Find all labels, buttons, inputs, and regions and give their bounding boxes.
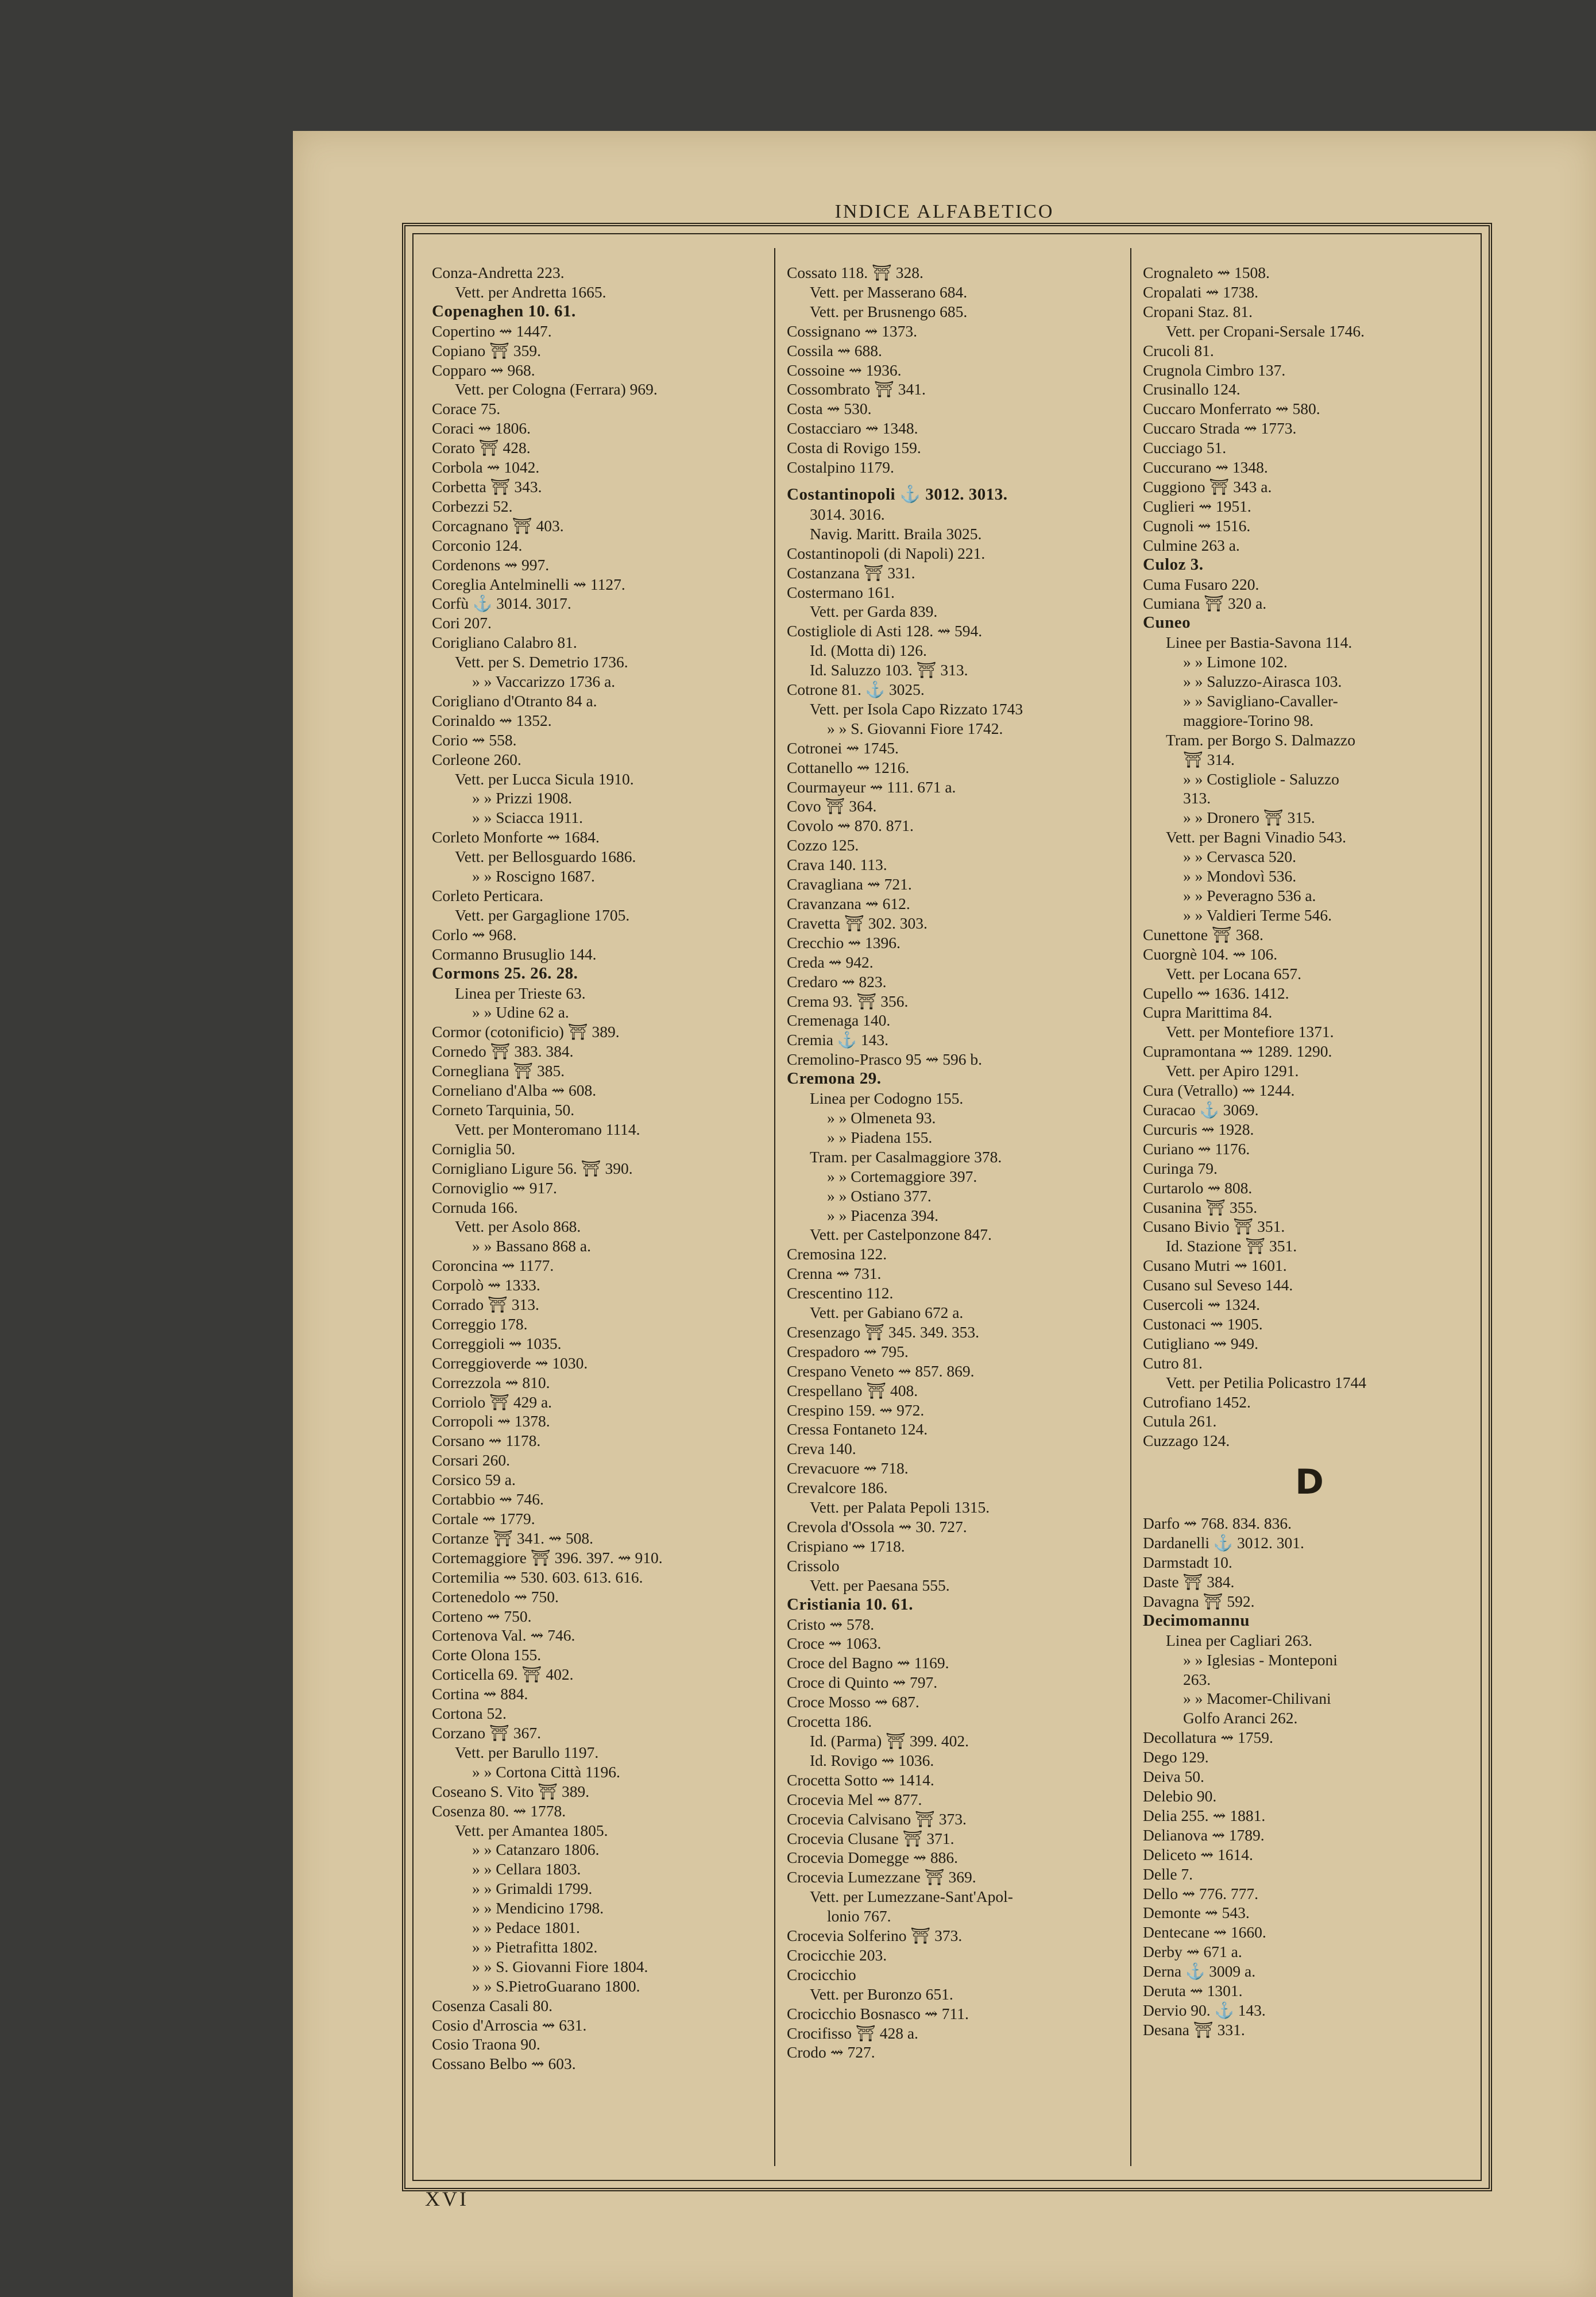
index-entry: Cucciago 51. xyxy=(1143,439,1227,457)
index-entry: Crognaleto ⇝ 1508. xyxy=(1143,264,1270,281)
index-entry: Cremenaga 140. xyxy=(787,1011,891,1030)
index-entry: Cusano Bivio ⛩ 351. xyxy=(1143,1217,1285,1236)
index-entry: Coreglia Antelminelli ⇝ 1127. xyxy=(432,575,625,593)
index-entry: Correzzola ⇝ 810. xyxy=(432,1373,550,1391)
index-entry: Corropoli ⇝ 1378. xyxy=(432,1412,550,1430)
index-entry: Deruta ⇝ 1301. xyxy=(1143,1982,1243,2000)
index-subentry: 3014. 3016. xyxy=(810,505,885,523)
index-entry: Cori 207. xyxy=(432,614,492,632)
index-entry: Corio ⇝ 558. xyxy=(432,730,517,749)
index-entry: Corriolo ⛩ 429 a. xyxy=(432,1393,552,1411)
index-entry: Corleto Monforte ⇝ 1684. xyxy=(432,828,600,846)
index-entry: Delebio 90. xyxy=(1143,1786,1217,1805)
index-entry: Cornigliano Ligure 56. ⛩ 390. xyxy=(432,1159,633,1177)
index-entry: Cormanno Brusuglio 144. xyxy=(432,945,597,963)
index-entry: Corleone 260. xyxy=(432,750,521,768)
index-entry: Crevalcore 186. xyxy=(787,1479,888,1497)
index-entry: Crocifisso ⛩ 428 a. xyxy=(787,2024,918,2042)
index-subentry: 313. xyxy=(1183,789,1211,807)
index-entry: Crescentino 112. xyxy=(787,1284,894,1302)
index-entry: Curcuris ⇝ 1928. xyxy=(1143,1120,1254,1138)
index-entry: Curinga 79. xyxy=(1143,1159,1218,1177)
index-entry: Costalpino 1179. xyxy=(787,458,894,477)
index-entry: Cosio d'Arroscia ⇝ 631. xyxy=(432,2016,587,2034)
index-entry: Cremosina 122. xyxy=(787,1245,887,1263)
index-entry: Cordenons ⇝ 997. xyxy=(432,555,550,574)
index-subentry: ⛩ 314. xyxy=(1183,750,1235,768)
index-entry: Cuccaro Strada ⇝ 1773. xyxy=(1143,419,1297,438)
index-entry: Culmine 263 a. xyxy=(1143,536,1240,554)
index-entry: Cortemaggiore ⛩ 396. 397. ⇝ 910. xyxy=(432,1548,663,1567)
index-subentry: Tram. per Borgo S. Dalmazzo xyxy=(1166,730,1355,749)
index-entry: Custonaci ⇝ 1905. xyxy=(1143,1314,1263,1333)
index-subentry: » » Piadena 155. xyxy=(827,1128,933,1146)
index-entry: Crocetta Sotto ⇝ 1414. xyxy=(787,1770,934,1789)
index-subentry: » » Peveragno 536 a. xyxy=(1183,887,1316,904)
index-entry: Cupramontana ⇝ 1289. 1290. xyxy=(1143,1042,1332,1061)
index-entry: Crissolo xyxy=(787,1556,840,1575)
index-entry: Daste ⛩ 384. xyxy=(1143,1573,1235,1591)
index-entry: Davagna ⛩ 592. xyxy=(1143,1592,1255,1610)
index-subentry: Vett. per S. Demetrio 1736. xyxy=(455,653,628,671)
index-subentry: Linee per Bastia-Savona 114. xyxy=(1166,633,1352,652)
index-heading: Cuneo xyxy=(1143,613,1191,632)
index-entry: Coroncina ⇝ 1177. xyxy=(432,1256,554,1275)
index-entry: Cressa Fontaneto 124. xyxy=(787,1420,928,1438)
index-subentry: » » Mendicino 1798. xyxy=(472,1899,604,1917)
index-entry: Cuma Fusaro 220. xyxy=(1143,575,1259,593)
index-entry: Cotronei ⇝ 1745. xyxy=(787,738,899,757)
index-entry: Cornoviglio ⇝ 917. xyxy=(432,1178,557,1197)
index-entry: Delle 7. xyxy=(1143,1865,1193,1883)
index-entry: Courmayeur ⇝ 111. 671 a. xyxy=(787,778,956,796)
index-subentry: Vett. per Apiro 1291. xyxy=(1166,1062,1299,1080)
index-entry: Demonte ⇝ 543. xyxy=(1143,1904,1250,1922)
index-entry: Creva 140. xyxy=(787,1440,856,1458)
index-entry: Crocevia Solferino ⛩ 373. xyxy=(787,1927,963,1945)
index-entry: Cossignano ⇝ 1373. xyxy=(787,322,918,340)
index-entry: Crespellano ⛩ 408. xyxy=(787,1381,918,1399)
index-entry: Derby ⇝ 671 a. xyxy=(1143,1943,1242,1961)
index-subentry: Vett. per Brusnengo 685. xyxy=(810,302,968,320)
index-subentry: Vett. per Montefiore 1371. xyxy=(1166,1023,1334,1041)
index-entry: Cossano Belbo ⇝ 603. xyxy=(432,2055,576,2073)
index-entry: Curacao ⚓ 3069. xyxy=(1143,1100,1259,1119)
index-entry: Delia 255. ⇝ 1881. xyxy=(1143,1806,1266,1824)
index-entry: Cusanina ⛩ 355. xyxy=(1143,1198,1258,1216)
index-entry: Crocicchio Bosnasco ⇝ 711. xyxy=(787,2004,969,2023)
index-entry: Croce del Bagno ⇝ 1169. xyxy=(787,1654,949,1672)
index-subentry: » » S.PietroGuarano 1800. xyxy=(472,1977,640,1995)
section-letter: D xyxy=(1295,1462,1324,1503)
index-entry: Crava 140. 113. xyxy=(787,856,887,874)
index-entry: Covolo ⇝ 870. 871. xyxy=(787,817,914,835)
index-subentry: » » Cortemaggiore 397. xyxy=(827,1167,977,1185)
index-entry: Dello ⇝ 776. 777. xyxy=(1143,1884,1259,1902)
index-subentry: » » Cortona Città 1196. xyxy=(472,1762,620,1781)
page-number: XVI xyxy=(425,2187,469,2210)
index-subentry: Tram. per Casalmaggiore 378. xyxy=(810,1147,1002,1166)
index-subentry: Vett. per Petilia Policastro 1744 xyxy=(1166,1373,1367,1391)
index-entry: Cossoine ⇝ 1936. xyxy=(787,361,902,379)
index-entry: Cortenova Val. ⇝ 746. xyxy=(432,1626,575,1645)
index-entry: Cossato 118. ⛩ 328. xyxy=(787,264,923,281)
index-entry: Crocevia Mel ⇝ 877. xyxy=(787,1790,922,1808)
index-subentry: Id. (Parma) ⛩ 399. 402. xyxy=(810,1731,969,1750)
index-entry: Crocevia Clusane ⛩ 371. xyxy=(787,1829,954,1847)
index-entry: Creda ⇝ 942. xyxy=(787,953,874,971)
index-subentry: lonio 767. xyxy=(827,1907,891,1925)
index-entry: Corato ⛩ 428. xyxy=(432,439,531,457)
index-subentry: » » Catanzaro 1806. xyxy=(472,1840,600,1859)
index-subentry: » » Costigliole - Saluzzo xyxy=(1183,769,1339,788)
index-entry: Corinaldo ⇝ 1352. xyxy=(432,711,552,729)
index-entry: Cossombrato ⛩ 341. xyxy=(787,380,926,399)
index-entry: Cutigliano ⇝ 949. xyxy=(1143,1334,1259,1352)
index-subentry: Linea per Codogno 155. xyxy=(810,1089,964,1108)
index-entry: Corsico 59 a. xyxy=(432,1471,516,1489)
index-entry: Dervio 90. ⚓ 143. xyxy=(1143,2001,1266,2019)
index-entry: Cropalati ⇝ 1738. xyxy=(1143,283,1258,301)
index-entry: Cortemilia ⇝ 530. 603. 613. 616. xyxy=(432,1568,643,1586)
index-entry: Corniglia 50. xyxy=(432,1139,516,1158)
index-subentry: Vett. per Bellosguardo 1686. xyxy=(455,848,636,866)
column-divider xyxy=(774,248,775,2166)
index-entry: Crocevia Calvisano ⛩ 373. xyxy=(787,1809,967,1828)
index-entry: Corconio 124. xyxy=(432,536,523,554)
index-entry: Crocetta 186. xyxy=(787,1712,872,1731)
index-entry: Corigliano d'Otranto 84 a. xyxy=(432,691,597,710)
index-entry: Cutro 81. xyxy=(1143,1354,1203,1372)
index-subentry: » » Sciacca 1911. xyxy=(472,809,583,827)
index-entry: Cusano sul Seveso 144. xyxy=(1143,1276,1293,1294)
index-entry: Croce di Quinto ⇝ 797. xyxy=(787,1673,938,1692)
index-subentry: Id. (Motta di) 126. xyxy=(810,641,927,660)
index-subentry: 263. xyxy=(1183,1670,1211,1688)
index-entry: Cristo ⇝ 578. xyxy=(787,1615,875,1633)
index-entry: Crocevia Lumezzane ⛩ 369. xyxy=(787,1868,976,1886)
index-entry: Crespano Veneto ⇝ 857. 869. xyxy=(787,1362,975,1380)
index-subentry: Vett. per Cropani-Sersale 1746. xyxy=(1166,322,1365,340)
index-entry: Correggio 178. xyxy=(432,1314,528,1333)
index-entry: Darmstadt 10. xyxy=(1143,1553,1232,1572)
index-entry: Corteno ⇝ 750. xyxy=(432,1607,532,1625)
index-entry: Corsari 260. xyxy=(432,1451,510,1470)
index-entry: Corsano ⇝ 1178. xyxy=(432,1432,541,1450)
index-entry: Cuorgnè 104. ⇝ 106. xyxy=(1143,945,1278,963)
index-entry: Corpolò ⇝ 1333. xyxy=(432,1276,540,1294)
index-heading: Culoz 3. xyxy=(1143,555,1204,574)
index-entry: Curiano ⇝ 1176. xyxy=(1143,1139,1250,1158)
index-entry: Corlo ⇝ 968. xyxy=(432,925,517,943)
index-subentry: » » Prizzi 1908. xyxy=(472,789,573,807)
index-subentry: Vett. per Amantea 1805. xyxy=(455,1821,608,1839)
index-entry: Crespadoro ⇝ 795. xyxy=(787,1342,909,1360)
index-entry: Costa di Rovigo 159. xyxy=(787,439,921,457)
index-entry: Cortabbio ⇝ 746. xyxy=(432,1490,544,1509)
index-entry: Cosio Traona 90. xyxy=(432,2035,540,2054)
index-subentry: » » Roscigno 1687. xyxy=(472,867,595,885)
index-subentry: » » Limone 102. xyxy=(1183,653,1288,671)
index-entry: Cusercoli ⇝ 1324. xyxy=(1143,1296,1261,1314)
index-subentry: Vett. per Gabiano 672 a. xyxy=(810,1304,964,1322)
index-entry: Corneliano d'Alba ⇝ 608. xyxy=(432,1081,597,1100)
index-subentry: Vett. per Andretta 1665. xyxy=(455,283,606,301)
index-heading: Decimomannu xyxy=(1143,1611,1250,1630)
index-subentry: Linea per Trieste 63. xyxy=(455,984,586,1002)
index-entry: Corbezzi 52. xyxy=(432,497,513,515)
index-subentry: Vett. per Barullo 1197. xyxy=(455,1743,599,1761)
index-entry: Corigliano Calabro 81. xyxy=(432,633,577,652)
index-entry: Credaro ⇝ 823. xyxy=(787,972,887,991)
index-subentry: » » Cervasca 520. xyxy=(1183,848,1297,866)
index-entry: Cossila ⇝ 688. xyxy=(787,341,882,359)
column-divider xyxy=(1130,248,1131,2166)
index-entry: Cupra Marittima 84. xyxy=(1143,1003,1273,1022)
index-entry: Cozzo 125. xyxy=(787,836,859,854)
index-entry: Costanzana ⛩ 331. xyxy=(787,563,915,582)
index-subentry: Golfo Aranci 262. xyxy=(1183,1709,1298,1727)
index-entry: Dentecane ⇝ 1660. xyxy=(1143,1923,1266,1942)
index-subentry: » » Savigliano-Cavaller- xyxy=(1183,691,1338,710)
index-entry: Crema 93. ⛩ 356. xyxy=(787,992,909,1010)
index-subentry: » » Piacenza 394. xyxy=(827,1206,938,1224)
index-entry: Cravagliana ⇝ 721. xyxy=(787,875,912,894)
index-entry: Cutrofiano 1452. xyxy=(1143,1393,1251,1411)
index-entry: Crevola d'Ossola ⇝ 30. 727. xyxy=(787,1518,967,1536)
index-entry: Cortona 52. xyxy=(432,1704,507,1723)
index-entry: Corte Olona 155. xyxy=(432,1646,542,1664)
index-entry: Correggioverde ⇝ 1030. xyxy=(432,1354,588,1372)
index-heading: Cremona 29. xyxy=(787,1069,882,1088)
index-subentry: » » Pietrafitta 1802. xyxy=(472,1938,598,1956)
index-subentry: Vett. per Gargaglione 1705. xyxy=(455,906,630,924)
index-entry: Cosenza 80. ⇝ 1778. xyxy=(432,1801,566,1820)
index-subentry: » » S. Giovanni Fiore 1742. xyxy=(827,719,1003,737)
index-entry: Derna ⚓ 3009 a. xyxy=(1143,1962,1256,1981)
index-frame-inner xyxy=(412,233,1482,2181)
index-entry: Conza-Andretta 223. xyxy=(432,264,565,281)
index-subentry: Vett. per Isola Capo Rizzato 1743 xyxy=(810,699,1023,718)
index-entry: Croce Mosso ⇝ 687. xyxy=(787,1693,919,1711)
document-page xyxy=(293,131,1596,2297)
index-entry: Cotrone 81. ⚓ 3025. xyxy=(787,680,925,699)
index-entry: Curtarolo ⇝ 808. xyxy=(1143,1178,1253,1197)
index-entry: Copparo ⇝ 968. xyxy=(432,361,535,379)
index-subentry: » » Dronero ⛩ 315. xyxy=(1183,809,1315,827)
index-heading: Copenaghen 10. 61. xyxy=(432,301,576,320)
index-subentry: Vett. per Buronzo 651. xyxy=(810,1985,953,2003)
index-entry: Covo ⛩ 364. xyxy=(787,797,877,815)
index-entry: Cugnoli ⇝ 1516. xyxy=(1143,516,1251,535)
index-entry: Cupello ⇝ 1636. 1412. xyxy=(1143,984,1289,1002)
index-entry: Cunettone ⛩ 368. xyxy=(1143,925,1263,943)
index-subentry: Vett. per Lucca Sicula 1910. xyxy=(455,769,634,788)
index-column-1 xyxy=(432,263,765,2168)
index-subentry: » » Grimaldi 1799. xyxy=(472,1880,593,1898)
index-entry: Cuzzago 124. xyxy=(1143,1432,1230,1450)
index-entry: Cropani Staz. 81. xyxy=(1143,302,1253,320)
index-subentry: » » Valdieri Terme 546. xyxy=(1183,906,1332,924)
index-subentry: » » Mondovì 536. xyxy=(1183,867,1297,885)
index-entry: Crucoli 81. xyxy=(1143,341,1214,359)
spacer xyxy=(787,477,1120,485)
index-subentry: Vett. per Monteromano 1114. xyxy=(455,1120,640,1138)
index-entry: Cremolino-Prasco 95 ⇝ 596 b. xyxy=(787,1050,983,1069)
index-entry: Cutula 261. xyxy=(1143,1412,1217,1430)
index-entry: Corzano ⛩ 367. xyxy=(432,1723,541,1742)
index-entry: Crespino 159. ⇝ 972. xyxy=(787,1401,925,1419)
index-entry: Darfo ⇝ 768. 834. 836. xyxy=(1143,1514,1292,1533)
index-entry: Corcagnano ⛩ 403. xyxy=(432,516,564,535)
index-entry: Crevacuore ⇝ 718. xyxy=(787,1459,909,1478)
index-entry: Corace 75. xyxy=(432,400,501,418)
index-entry: Crocicchio xyxy=(787,1965,856,1983)
index-subentry: maggiore-Torino 98. xyxy=(1183,711,1314,729)
index-entry: Crugnola Cimbro 137. xyxy=(1143,361,1286,379)
index-subentry: Vett. per Lumezzane-Sant'Apol- xyxy=(810,1888,1013,1906)
index-entry: Crenna ⇝ 731. xyxy=(787,1264,882,1283)
index-entry: Corfù ⚓ 3014. 3017. xyxy=(432,594,571,613)
index-entry: Cravetta ⛩ 302. 303. xyxy=(787,914,928,932)
index-entry: Costacciaro ⇝ 1348. xyxy=(787,419,918,438)
index-entry: Cornedo ⛩ 383. 384. xyxy=(432,1042,574,1061)
index-entry: Cortale ⇝ 1779. xyxy=(432,1510,535,1528)
index-entry: Crocicchie 203. xyxy=(787,1946,887,1964)
index-entry: Cosenza Casali 80. xyxy=(432,1996,553,2014)
page-header: INDICE ALFABETICO xyxy=(834,201,1054,222)
index-entry: Coraci ⇝ 1806. xyxy=(432,419,531,438)
index-entry: Cresenzago ⛩ 345. 349. 353. xyxy=(787,1322,980,1341)
index-subentry: » » Saluzzo-Airasca 103. xyxy=(1183,672,1342,691)
index-entry: Dego 129. xyxy=(1143,1748,1209,1766)
index-subentry: Vett. per Bagni Vinadio 543. xyxy=(1166,828,1347,846)
index-entry: Crocevia Domegge ⇝ 886. xyxy=(787,1849,958,1867)
index-entry: Desana ⛩ 331. xyxy=(1143,2020,1245,2039)
index-entry: Corleto Perticara. xyxy=(432,887,543,904)
index-subentry: Vett. per Garda 839. xyxy=(810,602,938,621)
index-subentry: » » Cellara 1803. xyxy=(472,1860,581,1878)
index-entry: Costa ⇝ 530. xyxy=(787,400,872,418)
index-column-2 xyxy=(787,263,1120,2168)
index-entry: Corrado ⛩ 313. xyxy=(432,1296,539,1314)
index-subentry: Vett. per Locana 657. xyxy=(1166,964,1301,983)
index-subentry: Id. Saluzzo 103. ⛩ 313. xyxy=(810,661,968,679)
index-entry: Decollatura ⇝ 1759. xyxy=(1143,1728,1273,1747)
index-subentry: Id. Rovigo ⇝ 1036. xyxy=(810,1751,934,1769)
index-subentry: » » Bassano 868 a. xyxy=(472,1237,591,1255)
index-column-3 xyxy=(1143,263,1476,2168)
index-entry: Costigliole di Asti 128. ⇝ 594. xyxy=(787,622,983,640)
index-subentry: Vett. per Masserano 684. xyxy=(810,283,968,301)
index-entry: Copertino ⇝ 1447. xyxy=(432,322,552,340)
index-entry: Deliceto ⇝ 1614. xyxy=(1143,1845,1253,1863)
index-entry: Cortenedolo ⇝ 750. xyxy=(432,1587,559,1606)
index-entry: Crusinallo 124. xyxy=(1143,380,1241,399)
index-entry: Corbola ⇝ 1042. xyxy=(432,458,540,477)
index-entry: Cumiana ⛩ 320 a. xyxy=(1143,594,1267,613)
index-entry: Crispiano ⇝ 1718. xyxy=(787,1537,905,1555)
index-entry: Costantinopoli (di Napoli) 221. xyxy=(787,544,986,562)
index-subentry: Navig. Maritt. Braila 3025. xyxy=(810,524,982,543)
index-entry: Deiva 50. xyxy=(1143,1768,1204,1786)
index-entry: Cuglieri ⇝ 1951. xyxy=(1143,497,1251,515)
index-entry: Cornegliana ⛩ 385. xyxy=(432,1062,565,1080)
index-entry: Cornuda 166. xyxy=(432,1198,518,1216)
index-subentry: Vett. per Cologna (Ferrara) 969. xyxy=(455,380,658,399)
index-subentry: » » Iglesias - Monteponi xyxy=(1183,1650,1338,1669)
index-entry: Cortanze ⛩ 341. ⇝ 508. xyxy=(432,1529,593,1547)
index-subentry: » » Vaccarizzo 1736 a. xyxy=(472,672,616,691)
index-frame xyxy=(402,223,1492,2191)
index-subentry: Vett. per Castelponzone 847. xyxy=(810,1225,992,1244)
index-entry: Crecchio ⇝ 1396. xyxy=(787,933,901,952)
index-entry: Delianova ⇝ 1789. xyxy=(1143,1826,1265,1844)
index-subentry: Vett. per Palata Pepoli 1315. xyxy=(810,1498,990,1517)
index-subentry: » » S. Giovanni Fiore 1804. xyxy=(472,1957,648,1975)
index-subentry: » » Ostiano 377. xyxy=(827,1186,932,1205)
index-entry: Copiano ⛩ 359. xyxy=(432,341,541,359)
index-entry: Cuccaro Monferrato ⇝ 580. xyxy=(1143,400,1320,418)
index-heading: Cristiania 10. 61. xyxy=(787,1595,914,1614)
index-subentry: » » Udine 62 a. xyxy=(472,1003,569,1022)
index-entry: Crodo ⇝ 727. xyxy=(787,2043,875,2062)
index-heading: Cormons 25. 26. 28. xyxy=(432,964,578,983)
index-entry: Correggioli ⇝ 1035. xyxy=(432,1334,562,1352)
index-entry: Cuccurano ⇝ 1348. xyxy=(1143,458,1268,477)
index-entry: Cura (Vetrallo) ⇝ 1244. xyxy=(1143,1081,1295,1100)
index-entry: Cottanello ⇝ 1216. xyxy=(787,758,910,776)
index-subentry: » » Pedace 1801. xyxy=(472,1919,580,1937)
index-entry: Cormor (cotonificio) ⛩ 389. xyxy=(432,1023,620,1041)
index-entry: Corbetta ⛩ 343. xyxy=(432,477,542,496)
index-subentry: » » Olmeneta 93. xyxy=(827,1108,936,1127)
index-entry: Dardanelli ⚓ 3012. 301. xyxy=(1143,1534,1304,1552)
index-entry: Cravanzana ⇝ 612. xyxy=(787,895,910,912)
index-subentry: Id. Stazione ⛩ 351. xyxy=(1166,1237,1297,1255)
index-subentry: » » Macomer-Chilivani xyxy=(1183,1689,1331,1708)
index-entry: Croce ⇝ 1063. xyxy=(787,1634,882,1653)
index-entry: Corticella 69. ⛩ 402. xyxy=(432,1665,574,1684)
index-entry: Cortina ⇝ 884. xyxy=(432,1685,528,1703)
index-subentry: Linea per Cagliari 263. xyxy=(1166,1631,1313,1649)
index-entry: Cremia ⚓ 143. xyxy=(787,1031,889,1049)
index-entry: Corneto Tarquinia, 50. xyxy=(432,1100,575,1119)
index-subentry: Vett. per Asolo 868. xyxy=(455,1217,581,1236)
index-entry: Costermano 161. xyxy=(787,583,895,601)
index-entry: Cusano Mutri ⇝ 1601. xyxy=(1143,1256,1287,1275)
index-entry: Coseano S. Vito ⛩ 389. xyxy=(432,1782,590,1800)
index-entry: Cuggiono ⛩ 343 a. xyxy=(1143,477,1272,496)
index-subentry: Vett. per Paesana 555. xyxy=(810,1576,950,1594)
index-heading: Costantinopoli ⚓ 3012. 3013. xyxy=(787,485,1008,504)
